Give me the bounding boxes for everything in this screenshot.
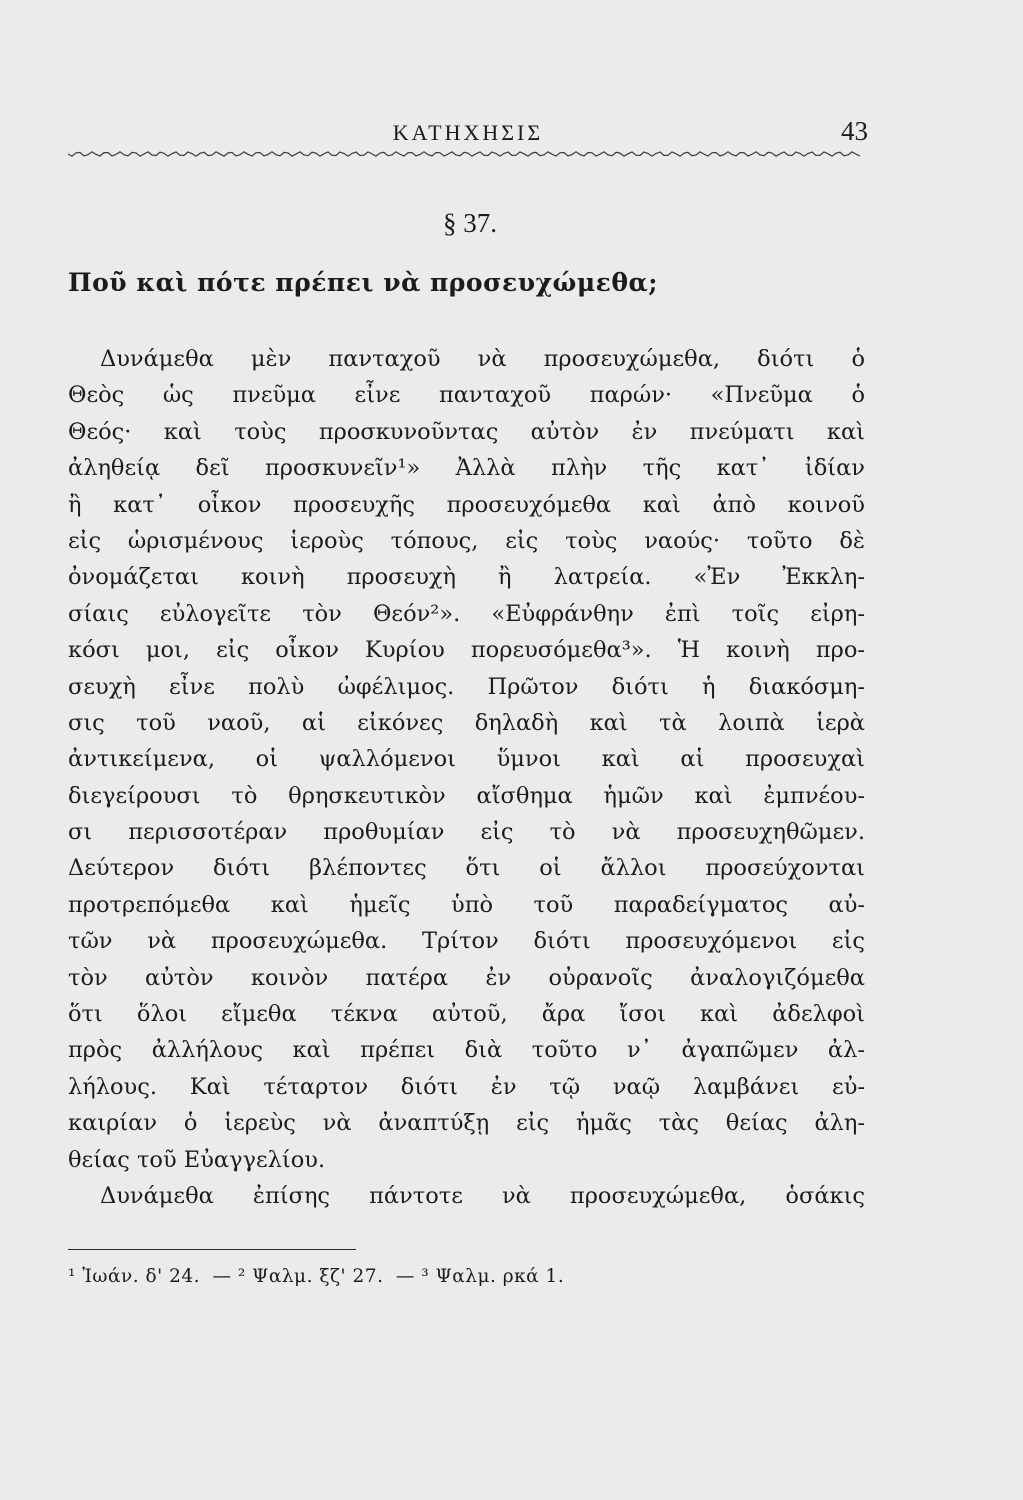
footnote-2: — ² Ψαλμ. ξζ' 27. xyxy=(212,1266,384,1287)
text-line: Θεός· καὶ τοὺς προσκυνοῦντας αὐτὸν ἐν πνεύματι καὶ xyxy=(68,418,865,445)
text-line: Δυνάμεθα μὲν πανταχοῦ νὰ προσευχώμεθα, διότι ὁ xyxy=(100,346,865,372)
text-line: θείας τοῦ Εὐαγγελίου. xyxy=(68,1146,326,1173)
footnote-rule xyxy=(68,1249,356,1250)
text-line: εἰς ὡρισμένους ἱεροὺς τόπους, εἰς τοὺς ναούς· τοῦτο δὲ xyxy=(68,527,865,554)
text-line: σίαις εὐλογεῖτε τὸν Θεόν²». «Εὐφράνθην ἐπὶ τοῖς εἰρη- xyxy=(68,600,865,627)
footnote-3: — ³ Ψαλμ. ρκά 1. xyxy=(395,1266,565,1287)
running-head xyxy=(68,118,868,148)
text-line: σις τοῦ ναοῦ, αἱ εἰκόνες δηλαδὴ καὶ τὰ λοιπὰ ἱερὰ xyxy=(68,709,865,736)
text-line: ὅτι ὅλοι εἴμεθα τέκνα αὐτοῦ, ἄρα ἴσοι καὶ ἀδελφοὶ xyxy=(68,1001,865,1028)
text-line: σι περισσοτέραν προθυμίαν εἰς τὸ νὰ προσευχηθῶμεν. xyxy=(68,819,865,846)
footnote-1: ¹ Ἰωάν. δ' 24. xyxy=(68,1266,201,1287)
text-line: ὀνομάζεται κοινὴ προσευχὴ ἢ λατρεία. «Ἐν Ἐκκλη- xyxy=(68,564,865,591)
section-number: § 37. xyxy=(443,208,497,238)
text-line: τῶν νὰ προσευχώμεθα. Τρίτον διότι προσευχόμενοι εἰς xyxy=(68,928,865,955)
decorative-wavy-rule xyxy=(68,148,862,160)
text-line: διεγείρουσι τὸ θρησκευτικὸν αἴσθημα ἡμῶν καὶ ἐμπνέου- xyxy=(68,782,865,809)
text-line: τὸν αὐτὸν κοινὸν πατέρα ἐν οὐρανοῖς ἀναλογιζόμεθα xyxy=(68,964,865,991)
text-line: κόσι μοι, εἰς οἶκον Κυρίου πορευσόμεθα³». Ἡ κοινὴ προ- xyxy=(68,637,865,664)
section-heading: Ποῦ καὶ πότε πρέπει νὰ προσευχώμεθα; xyxy=(68,268,658,297)
text-line: ἀντικείμενα, οἱ ψαλλόμενοι ὕμνοι καὶ αἱ προσευχαὶ xyxy=(68,746,865,773)
text-line: Δυνάμεθα ἐπίσης πάντοτε νὰ προσευχώμεθα, ὁσάκις xyxy=(100,1182,865,1209)
running-title: ΚΑΤΗΧΗΣΙΣ xyxy=(392,120,544,145)
text-line: πρὸς ἀλλήλους καὶ πρέπει διὰ τοῦτο ν᾽ ἀγαπῶμεν ἀλ- xyxy=(68,1037,865,1064)
text-line: Θεὸς ὡς πνεῦμα εἶνε πανταχοῦ παρών· «Πνεῦμα ὁ xyxy=(68,382,865,409)
page-number: 43 xyxy=(841,116,868,146)
footnotes xyxy=(68,1266,828,1287)
text-line: λήλους. Καὶ τέταρτον διότι ἐν τῷ ναῷ λαμβάνει εὐ- xyxy=(68,1073,865,1100)
text-line: ἢ κατ᾽ οἶκον προσευχῆς προσευχόμεθα καὶ ἀπὸ κοινοῦ xyxy=(68,491,865,518)
text-line: Δεύτερον διότι βλέποντες ὅτι οἱ ἄλλοι προσεύχονται xyxy=(68,855,865,882)
text-line: ἀληθείᾳ δεῖ προσκυνεῖν¹» Ἀλλὰ πλὴν τῆς κατ᾽ ἰδίαν xyxy=(68,455,865,482)
text-line: σευχὴ εἶνε πολὺ ὠφέλιμος. Πρῶτον διότι ἡ διακόσμη- xyxy=(68,673,865,700)
body-text xyxy=(68,341,865,1214)
text-line: καιρίαν ὁ ἱερεὺς νὰ ἀναπτύξῃ εἰς ἡμᾶς τὰς θείας ἀλη- xyxy=(68,1110,865,1137)
text-line: προτρεπόμεθα καὶ ἡμεῖς ὑπὸ τοῦ παραδείγματος αὐ- xyxy=(68,891,865,918)
